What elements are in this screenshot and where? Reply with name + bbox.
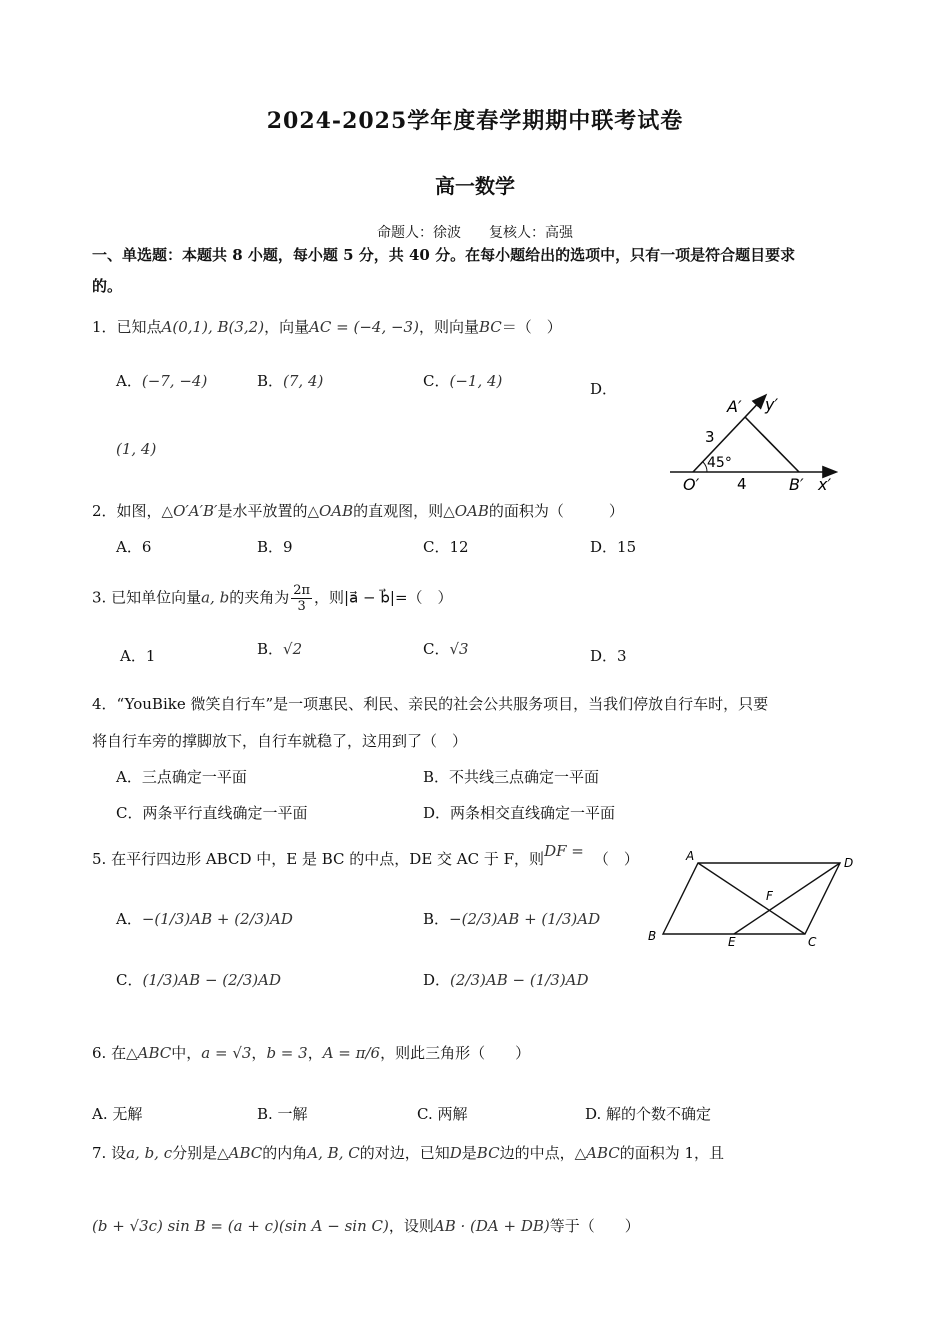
q6-stem-e: ，则此三角形（ ）	[380, 1044, 531, 1062]
question-5	[92, 842, 639, 869]
q5-option-a-value: −(1/3)AB + (2/3)AD	[141, 910, 293, 928]
q2-option-d[interactable]: D．15	[590, 538, 637, 556]
q6-math-b: b = 3	[266, 1044, 308, 1062]
section-heading-cont: 的。	[92, 277, 123, 295]
q4-option-a[interactable]: A．三点确定一平面	[116, 768, 247, 786]
question-4-line-1: 4．“YouBike 微笑自行车”是一项惠民、利民、亲民的社会公共服务项目，当我们停放自行车时，只要	[92, 695, 769, 713]
q1-option-d-label: D．	[590, 380, 618, 398]
q7-stem-b: 分别是	[172, 1144, 218, 1162]
q2-stem-c: 的直观图，则	[353, 502, 444, 520]
q7-math-triangle: △ABC	[217, 1144, 263, 1162]
q1-option-b-value: (7, 4)	[283, 372, 324, 390]
q6-option-a[interactable]: A. 无解	[92, 1105, 143, 1123]
q3-stem-b: 的夹角为	[229, 588, 290, 607]
q2-label-x: x′	[818, 475, 832, 494]
q2-math-oab: △OAB	[307, 502, 354, 520]
q1-stem-d: ＝（ ）	[501, 318, 562, 336]
q7-math-angles: A, B, C	[307, 1144, 360, 1162]
question-2	[92, 500, 624, 521]
question-4-line-2: 将自行车旁的撑脚放下，自行车就稳了，这用到了（ ）	[92, 732, 468, 750]
q1-option-a-label: A．	[116, 372, 142, 390]
q4-option-b[interactable]: B．不共线三点确定一平面	[423, 768, 600, 786]
q5-option-c-label: C．	[116, 971, 143, 989]
subject-title: 高一数学	[435, 174, 515, 198]
q3-frac-den: 3	[297, 599, 306, 614]
q7-math-equation: (b + √3c) sin B = (a + c)(sin A − sin C)	[92, 1217, 389, 1235]
q1-option-a[interactable]	[116, 370, 207, 391]
q3-option-b[interactable]	[257, 638, 302, 659]
q7-math-dot-product: AB · (DA + DB)	[433, 1217, 550, 1235]
q6-option-d[interactable]: D. 解的个数不确定	[585, 1105, 712, 1123]
q1-stem-a: 1．已知点	[92, 318, 162, 336]
q5-option-d-label: D．	[423, 971, 451, 989]
q3-option-c-label: C．	[423, 640, 450, 658]
q2-side-ab	[745, 417, 799, 472]
q1-vector-ac: AC = (−4, −3)	[309, 318, 419, 336]
q5-label-f: F	[766, 889, 773, 903]
q3-option-a[interactable]: A．1	[120, 647, 156, 665]
question-6	[92, 1042, 530, 1063]
q1-option-a-value: (−7, −4)	[141, 372, 208, 390]
q3-option-c[interactable]	[423, 638, 469, 659]
q5-figure	[640, 848, 860, 953]
q3-math-ab: a, b	[201, 588, 230, 607]
q4-option-c[interactable]: C．两条平行直线确定一平面	[116, 804, 308, 822]
q1-stem-c: ，则向量	[418, 318, 479, 336]
q2-label-b: B′	[789, 475, 804, 494]
q3-stem-c: ，则|	[314, 588, 350, 607]
q2-math-oab-2: △OAB	[443, 502, 489, 520]
q5-label-e: E	[728, 935, 736, 949]
q1-points: A(0,1), B(3,2)	[161, 318, 265, 336]
q6-stem-a: 6. 在	[92, 1044, 127, 1062]
q5-stem-end: （ ）	[593, 850, 639, 868]
q3-option-b-label: B．	[257, 640, 284, 658]
q2-option-c[interactable]: C．12	[423, 538, 469, 556]
q2-math-triangle: △O′A′B′	[161, 502, 218, 520]
q6-stem-c: ，	[251, 1044, 267, 1062]
q5-option-b-value: −(2/3)AB + (1/3)AD	[449, 910, 601, 928]
q3-option-b-value: √2	[283, 640, 303, 658]
q2-stem-a: 2．如图，	[92, 502, 162, 520]
q5-label-a: A	[686, 849, 695, 863]
section-heading: 一、单选题：本题共 8 小题，每小题 5 分，共 40 分。在每小题给出的选项中，只有一项是符合题目要求	[92, 246, 796, 264]
q1-option-c-label: C．	[423, 372, 450, 390]
q5-diagonal-ac	[698, 863, 805, 934]
q5-label-b: B	[648, 929, 657, 943]
q6-stem-d: ，	[307, 1044, 323, 1062]
q5-option-d[interactable]	[423, 969, 589, 990]
q5-option-b-label: B．	[423, 910, 450, 928]
q6-option-b[interactable]: B. 一解	[257, 1105, 308, 1123]
q2-label-angle: 45°	[707, 455, 732, 471]
q7-stem-e: 是	[461, 1144, 477, 1162]
q7-math-d: D	[449, 1144, 462, 1162]
q3-math-expr: a⃗ − b⃗	[349, 588, 390, 607]
q7-stem-c: 的内角	[262, 1144, 308, 1162]
q1-stem-b: ，向量	[264, 318, 310, 336]
q3-stem-d: |=（ ）	[389, 588, 453, 607]
authors-line: 命题人：徐波 复核人：高强	[377, 225, 573, 241]
q2-label-side: 3	[705, 428, 715, 446]
q2-stem-b: 是水平放置的	[217, 502, 308, 520]
exam-title: 2024-2025学年度春学期期中联考试卷	[266, 108, 684, 134]
q2-label-o: O′	[683, 475, 700, 494]
q6-math-triangle: △ABC	[126, 1044, 172, 1062]
q7-stem-h: ，设则	[388, 1217, 434, 1235]
q2-option-a[interactable]: A．6	[116, 538, 152, 556]
q1-option-d-value: (1, 4)	[116, 440, 157, 458]
q1-option-c[interactable]	[423, 370, 502, 391]
q2-label-y: y′	[765, 395, 779, 414]
q2-label-base: 4	[737, 475, 747, 493]
q5-option-a[interactable]	[116, 908, 293, 929]
q6-stem-b: 中，	[171, 1044, 202, 1062]
question-7-line-2	[92, 1215, 640, 1236]
q5-line-de	[734, 863, 840, 934]
q5-option-c[interactable]	[116, 969, 281, 990]
q1-option-b-label: B．	[257, 372, 284, 390]
q5-label-c: C	[808, 935, 817, 949]
q7-stem-i: 等于（ ）	[549, 1217, 640, 1235]
q2-figure	[665, 390, 845, 495]
q7-stem-a: 7. 设	[92, 1144, 127, 1162]
q4-option-d[interactable]: D．两条相交直线确定一平面	[423, 804, 616, 822]
q1-option-b[interactable]	[257, 370, 323, 391]
q7-stem-d: 的对边，已知	[359, 1144, 450, 1162]
q5-math-df: DF =	[544, 842, 584, 860]
question-7-line-1	[92, 1142, 724, 1163]
q5-option-d-value: (2/3)AB − (1/3)AD	[450, 971, 589, 989]
q7-math-triangle-2: △ABC	[574, 1144, 620, 1162]
q5-label-d: D	[844, 856, 854, 870]
q3-fraction	[291, 583, 312, 614]
q7-stem-f: 边的中点，	[499, 1144, 575, 1162]
q6-math-a: a = √3	[201, 1044, 252, 1062]
q6-math-angle-a: A = π/6	[322, 1044, 381, 1062]
q7-math-bc: BC	[476, 1144, 500, 1162]
q1-vector-bc: BC	[478, 318, 502, 336]
q1-option-c-value: (−1, 4)	[449, 372, 503, 390]
q2-stem-d: 的面积为（ ）	[488, 502, 624, 520]
q3-stem-a: 3. 已知单位向量	[92, 588, 202, 607]
q3-option-d[interactable]: D．3	[590, 647, 627, 665]
question-1	[92, 316, 562, 337]
q1-option-d[interactable]	[590, 378, 617, 399]
q2-option-b[interactable]: B．9	[257, 538, 293, 556]
q2-label-a: A′	[727, 397, 742, 416]
q6-option-c[interactable]: C. 两解	[417, 1105, 468, 1123]
q5-option-c-value: (1/3)AB − (2/3)AD	[142, 971, 281, 989]
q3-frac-num: 2π	[293, 583, 311, 598]
q7-stem-g: 的面积为 1，且	[619, 1144, 725, 1162]
q7-math-abc: a, b, c	[126, 1144, 173, 1162]
q5-option-a-label: A．	[116, 910, 142, 928]
q5-stem: 5. 在平行四边形 ABCD 中，E 是 BC 的中点，DE 交 AC 于 F，则	[92, 850, 545, 868]
question-3	[92, 583, 453, 614]
q3-option-c-value: √3	[449, 640, 469, 658]
q5-option-b[interactable]	[423, 908, 600, 929]
